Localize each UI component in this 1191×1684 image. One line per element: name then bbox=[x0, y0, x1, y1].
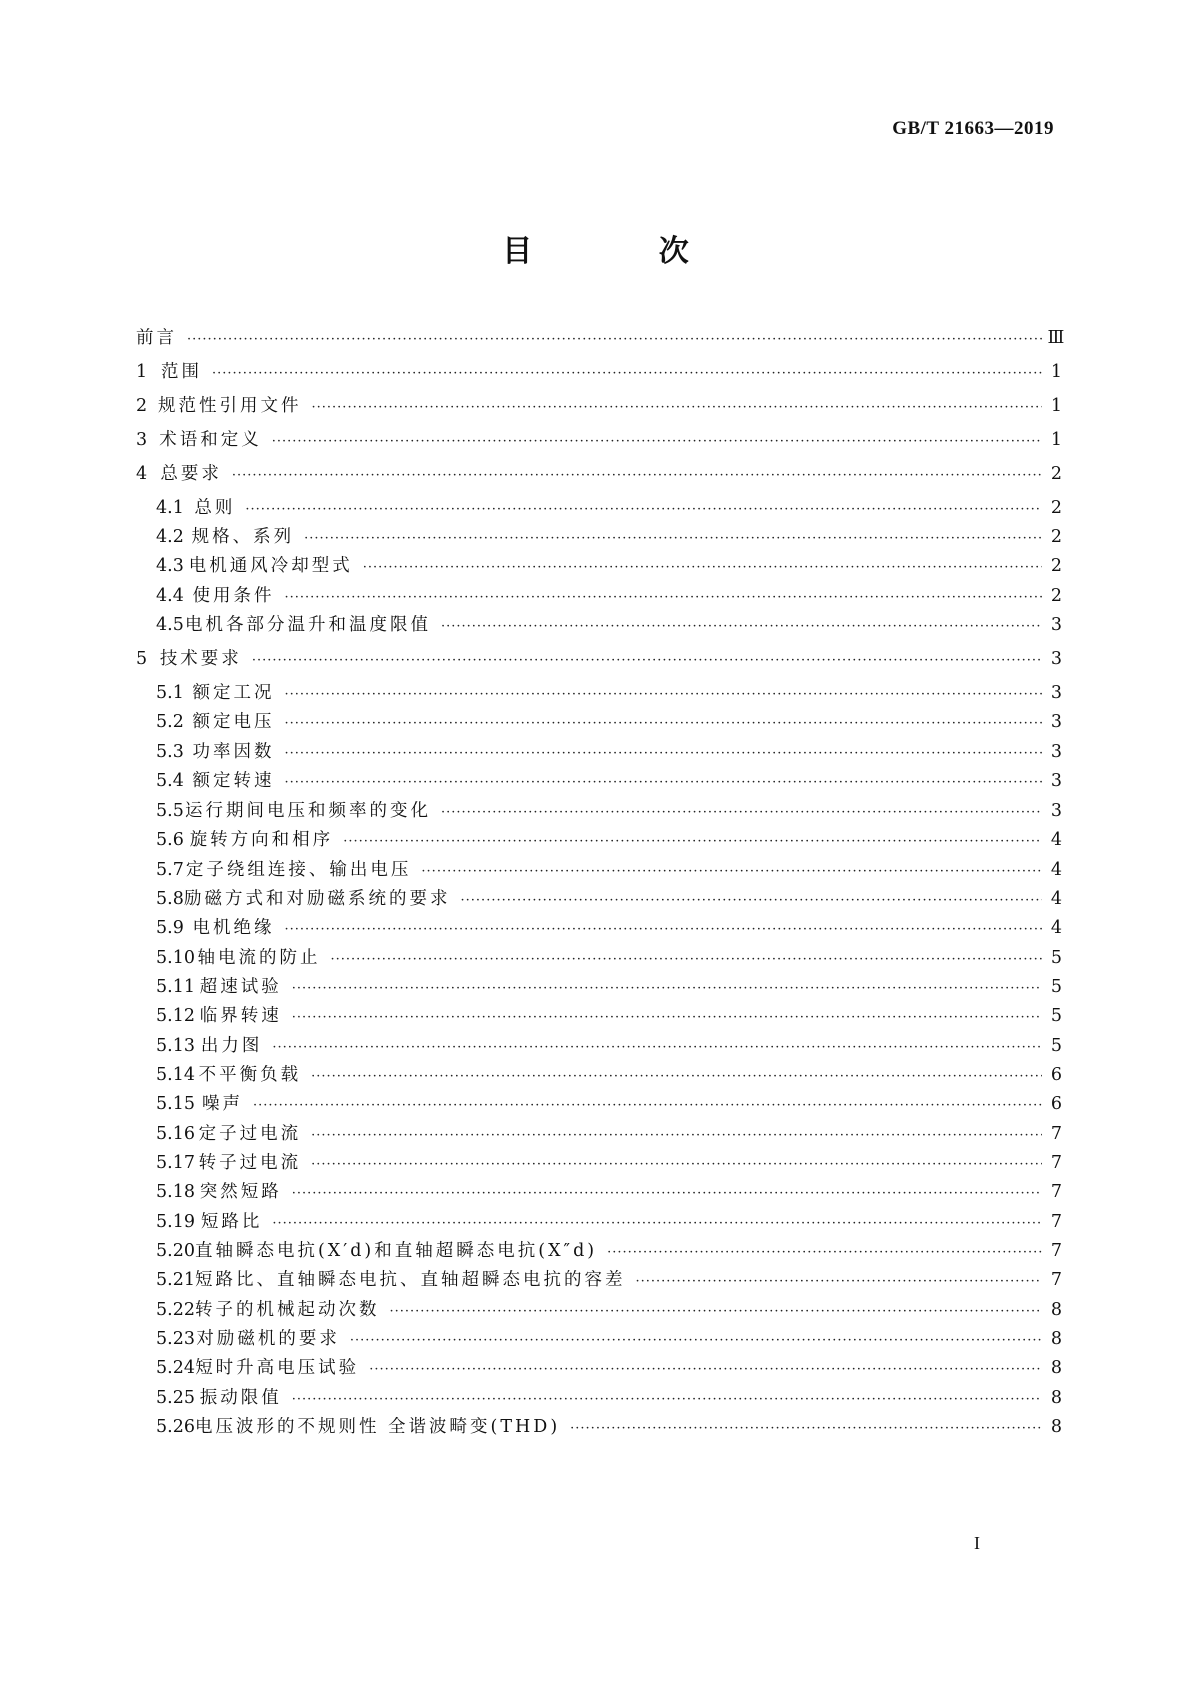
toc-entry-label: 电压波形的不规则性 全谐波畸变(THD) bbox=[194, 1417, 561, 1437]
toc-entry-label: 范围 bbox=[161, 362, 203, 382]
toc-entry-label: 前言 bbox=[136, 328, 177, 348]
toc-entry-number: 5.19 bbox=[156, 1212, 195, 1232]
toc-entry-number: 5.2 bbox=[156, 712, 184, 732]
toc-entry-number: 5.15 bbox=[156, 1094, 195, 1114]
toc-entry-label: 定子过电流 bbox=[198, 1124, 302, 1144]
toc-entry[interactable] bbox=[156, 1266, 1062, 1292]
toc-dot-leader bbox=[285, 590, 1042, 605]
toc-dot-leader bbox=[253, 1098, 1042, 1113]
toc-entry-page: 8 bbox=[1050, 1388, 1062, 1408]
toc-dot-leader bbox=[272, 1040, 1042, 1055]
toc-entry-page: 3 bbox=[1050, 683, 1062, 703]
toc-entry-page: 3 bbox=[1050, 801, 1062, 821]
toc-entry-page: 1 bbox=[1050, 362, 1062, 382]
toc-dot-leader bbox=[304, 531, 1042, 546]
toc-entry-page: 3 bbox=[1050, 615, 1062, 635]
toc-entry-number: 4.2 bbox=[156, 527, 184, 547]
toc-entry-number: 5.25 bbox=[156, 1388, 195, 1408]
toc-entry-label: 励磁方式和对励磁系统的要求 bbox=[184, 889, 451, 909]
toc-entry-number: 4.1 bbox=[156, 498, 184, 518]
toc-dot-leader bbox=[285, 922, 1042, 937]
toc-entry-label: 总要求 bbox=[160, 464, 222, 484]
toc-entry[interactable] bbox=[156, 797, 1062, 823]
toc-entry[interactable] bbox=[156, 1413, 1062, 1439]
toc-entry-page: 3 bbox=[1050, 649, 1062, 669]
toc-entry-number: 5.23 bbox=[156, 1329, 195, 1349]
toc-dot-leader bbox=[363, 560, 1042, 575]
toc-entry-label: 转子的机械起动次数 bbox=[194, 1300, 380, 1320]
toc-entry-label: 运行期间电压和频率的变化 bbox=[184, 801, 431, 821]
toc-entry[interactable] bbox=[136, 460, 1062, 486]
toc-dot-leader bbox=[285, 687, 1042, 702]
toc-entry-number: 5.3 bbox=[156, 742, 184, 762]
toc-entry-number: 5.12 bbox=[156, 1006, 195, 1026]
toc-entry-page: 8 bbox=[1050, 1358, 1062, 1378]
toc-entry-page: 4 bbox=[1050, 918, 1062, 938]
toc-dot-leader bbox=[311, 1128, 1042, 1143]
toc-entry[interactable] bbox=[156, 679, 1062, 705]
toc-entry[interactable] bbox=[156, 552, 1062, 578]
toc-entry-label: 噪声 bbox=[201, 1094, 243, 1114]
toc-dot-leader bbox=[441, 619, 1042, 634]
toc-entry[interactable] bbox=[156, 1120, 1062, 1146]
toc-dot-leader bbox=[292, 1392, 1042, 1407]
toc-entry-label: 定子绕组连接、输出电压 bbox=[185, 860, 412, 880]
toc-entry-number: 2 bbox=[136, 396, 148, 416]
toc-dot-leader bbox=[285, 746, 1042, 761]
toc-entry-number: 5.9 bbox=[156, 918, 184, 938]
toc-entry-label: 短路比、直轴瞬态电抗、直轴超瞬态电抗的容差 bbox=[194, 1270, 626, 1290]
toc-entry[interactable] bbox=[156, 1296, 1062, 1322]
toc-entry[interactable] bbox=[156, 1090, 1062, 1116]
toc-entry-number: 5.8 bbox=[156, 889, 184, 909]
toc-entry-label: 功率因数 bbox=[192, 742, 275, 762]
toc-entry[interactable] bbox=[156, 738, 1062, 764]
toc-entry-label: 不平衡负载 bbox=[198, 1065, 302, 1085]
toc-entry-page: 5 bbox=[1050, 977, 1062, 997]
toc-dot-leader bbox=[421, 864, 1042, 879]
toc-entry-number: 5.24 bbox=[156, 1358, 195, 1378]
toc-entry[interactable] bbox=[136, 392, 1062, 418]
toc-entry-label: 旋转方向和相序 bbox=[189, 830, 334, 850]
toc-entry-label: 超速试验 bbox=[199, 977, 282, 997]
toc-entry[interactable] bbox=[136, 324, 1065, 350]
toc-entry[interactable] bbox=[156, 1149, 1062, 1175]
toc-title: 目 次 bbox=[502, 234, 747, 269]
toc-entry-number: 3 bbox=[136, 430, 148, 450]
toc-entry-page: 7 bbox=[1050, 1153, 1062, 1173]
toc-entry-page: 5 bbox=[1050, 1036, 1062, 1056]
toc-dot-leader bbox=[369, 1362, 1042, 1377]
toc-entry-number: 4.3 bbox=[156, 556, 184, 576]
toc-dot-leader bbox=[272, 434, 1042, 449]
toc-entry-label: 直轴瞬态电抗(X′d)和直轴超瞬态电抗(X″d) bbox=[194, 1241, 598, 1261]
standard-number: GB/T 21663—2019 bbox=[892, 118, 1054, 139]
toc-entry[interactable] bbox=[156, 1237, 1062, 1263]
toc-entry-number: 5.11 bbox=[156, 977, 195, 997]
toc-entry-label: 电机绝缘 bbox=[192, 918, 275, 938]
toc-entry-label: 临界转速 bbox=[199, 1006, 282, 1026]
toc-entry-page: 4 bbox=[1050, 889, 1062, 909]
toc-entry-number: 5.16 bbox=[156, 1124, 195, 1144]
toc-entry-label: 规范性引用文件 bbox=[158, 396, 302, 416]
toc-entry-label: 术语和定义 bbox=[159, 430, 262, 450]
toc-dot-leader bbox=[570, 1421, 1042, 1436]
toc-entry-page: 7 bbox=[1050, 1212, 1062, 1232]
toc-entry-page: 4 bbox=[1050, 860, 1062, 880]
toc-dot-leader bbox=[285, 716, 1042, 731]
toc-entry-number: 1 bbox=[136, 362, 148, 382]
toc-entry[interactable] bbox=[156, 973, 1062, 999]
toc-entry[interactable] bbox=[156, 582, 1062, 608]
toc-entry-page: 7 bbox=[1050, 1182, 1062, 1202]
toc-entry[interactable] bbox=[156, 767, 1062, 793]
toc-dot-leader bbox=[245, 502, 1042, 517]
toc-dot-leader bbox=[350, 1333, 1042, 1348]
toc-dot-leader bbox=[292, 1010, 1042, 1025]
toc-entry-label: 电机通风冷却型式 bbox=[188, 556, 353, 576]
toc-entry-page: 1 bbox=[1050, 396, 1062, 416]
toc-entry[interactable] bbox=[156, 1384, 1062, 1410]
toc-entry-label: 规格、系列 bbox=[191, 527, 295, 547]
toc-entry-label: 轴电流的防止 bbox=[197, 948, 321, 968]
toc-entry-page: 4 bbox=[1050, 830, 1062, 850]
toc-entry-label: 额定电压 bbox=[192, 712, 275, 732]
toc-entry-number: 4.4 bbox=[156, 586, 184, 606]
toc-dot-leader bbox=[311, 1157, 1042, 1172]
toc-entry-page: 2 bbox=[1050, 464, 1062, 484]
toc-dot-leader bbox=[212, 366, 1042, 381]
toc-entry[interactable] bbox=[156, 1178, 1062, 1204]
toc-entry-label: 使用条件 bbox=[192, 586, 275, 606]
toc-entry-label: 转子过电流 bbox=[198, 1153, 302, 1173]
toc-entry-number: 5.10 bbox=[156, 948, 195, 968]
toc-entry-page: 3 bbox=[1050, 712, 1062, 732]
toc-entry-page: 7 bbox=[1050, 1124, 1062, 1144]
toc-entry[interactable] bbox=[156, 708, 1062, 734]
toc-dot-leader bbox=[330, 952, 1042, 967]
toc-entry-number: 5.13 bbox=[156, 1036, 195, 1056]
toc-entry[interactable] bbox=[156, 826, 1062, 852]
toc-entry-page: 5 bbox=[1050, 1006, 1062, 1026]
toc-entry-number: 5.21 bbox=[156, 1270, 195, 1290]
toc-dot-leader bbox=[389, 1304, 1042, 1319]
toc-entry-page: 6 bbox=[1050, 1094, 1062, 1114]
toc-entry-number: 4.5 bbox=[156, 615, 184, 635]
toc-entry-page: 1 bbox=[1050, 430, 1062, 450]
toc-dot-leader bbox=[285, 775, 1042, 790]
toc-entry-number: 5.18 bbox=[156, 1182, 195, 1202]
toc-entry-page: 2 bbox=[1050, 498, 1062, 518]
toc-dot-leader bbox=[187, 332, 1042, 347]
toc-entry-page: 7 bbox=[1050, 1270, 1062, 1290]
toc-entry[interactable] bbox=[136, 426, 1062, 452]
toc-entry-page: 2 bbox=[1050, 586, 1062, 606]
toc-dot-leader bbox=[343, 834, 1042, 849]
toc-entry[interactable] bbox=[136, 645, 1062, 671]
toc-entry-number: 5.4 bbox=[156, 771, 184, 791]
toc-entry-label: 突然短路 bbox=[199, 1182, 282, 1202]
toc-entry-number: 5.17 bbox=[156, 1153, 195, 1173]
toc-entry-number: 5.1 bbox=[156, 683, 184, 703]
toc-entry-number: 5.7 bbox=[156, 860, 184, 880]
toc-entry-page: 2 bbox=[1050, 527, 1062, 547]
toc-dot-leader bbox=[272, 1216, 1042, 1231]
toc-dot-leader bbox=[461, 893, 1042, 908]
toc-entry[interactable] bbox=[136, 358, 1062, 384]
toc-entry-label: 额定工况 bbox=[192, 683, 275, 703]
toc-entry-number: 5.20 bbox=[156, 1241, 195, 1261]
toc-entry[interactable] bbox=[156, 1061, 1062, 1087]
toc-entry[interactable] bbox=[156, 1032, 1062, 1058]
toc-entry-page: 3 bbox=[1050, 771, 1062, 791]
toc-entry[interactable] bbox=[156, 885, 1062, 911]
toc-entry-page: 8 bbox=[1050, 1329, 1062, 1349]
toc-entry[interactable] bbox=[156, 1208, 1062, 1234]
toc-entry-label: 短路比 bbox=[200, 1212, 263, 1232]
toc-entry-label: 出力图 bbox=[200, 1036, 263, 1056]
toc-dot-leader bbox=[607, 1245, 1042, 1260]
toc-entry-page: 8 bbox=[1050, 1300, 1062, 1320]
toc-entry-label: 总则 bbox=[194, 498, 236, 518]
toc-entry-number: 5.26 bbox=[156, 1417, 195, 1437]
toc-entry[interactable] bbox=[156, 1002, 1062, 1028]
toc-dot-leader bbox=[311, 1069, 1042, 1084]
toc-entry[interactable] bbox=[156, 523, 1062, 549]
toc-dot-leader bbox=[252, 653, 1042, 668]
toc-dot-leader bbox=[441, 805, 1042, 820]
toc-entry-number: 5.6 bbox=[156, 830, 184, 850]
toc-dot-leader bbox=[635, 1274, 1042, 1289]
toc-entry[interactable] bbox=[156, 611, 1062, 637]
toc-entry-page: 6 bbox=[1050, 1065, 1062, 1085]
toc-entry[interactable] bbox=[156, 856, 1062, 882]
toc-entry-label: 短时升高电压试验 bbox=[195, 1358, 360, 1378]
toc-dot-leader bbox=[312, 400, 1042, 415]
toc-entry[interactable] bbox=[156, 914, 1062, 940]
toc-entry-page: 5 bbox=[1050, 948, 1062, 968]
toc-entry-number: 5.14 bbox=[156, 1065, 195, 1085]
toc-dot-leader bbox=[292, 981, 1042, 996]
toc-entry-number: 5.22 bbox=[156, 1300, 195, 1320]
toc-entry-label: 振动限值 bbox=[199, 1388, 282, 1408]
toc-entry-number: 5.5 bbox=[156, 801, 184, 821]
toc-entry-page: 8 bbox=[1050, 1417, 1062, 1437]
toc-entry-label: 对励磁机的要求 bbox=[196, 1329, 340, 1349]
toc-entry[interactable] bbox=[156, 494, 1062, 520]
toc-entry-page: 2 bbox=[1050, 556, 1062, 576]
toc-entry[interactable] bbox=[156, 1325, 1062, 1351]
toc-dot-leader bbox=[292, 1186, 1042, 1201]
toc-entry[interactable] bbox=[156, 944, 1062, 970]
toc-entry-page: 3 bbox=[1050, 742, 1062, 762]
toc-entry-number: 4 bbox=[136, 464, 148, 484]
toc-entry-number: 5 bbox=[136, 649, 148, 669]
toc-entry-page: Ⅲ bbox=[1047, 328, 1065, 348]
toc-entry-label: 电机各部分温升和温度限值 bbox=[184, 615, 431, 635]
toc-entry-label: 技术要求 bbox=[159, 649, 242, 669]
toc-dot-leader bbox=[232, 468, 1042, 483]
footer-page-number: I bbox=[974, 1533, 980, 1553]
toc-entry-label: 额定转速 bbox=[192, 771, 275, 791]
toc-entry[interactable] bbox=[156, 1354, 1062, 1380]
toc-entry-page: 7 bbox=[1050, 1241, 1062, 1261]
